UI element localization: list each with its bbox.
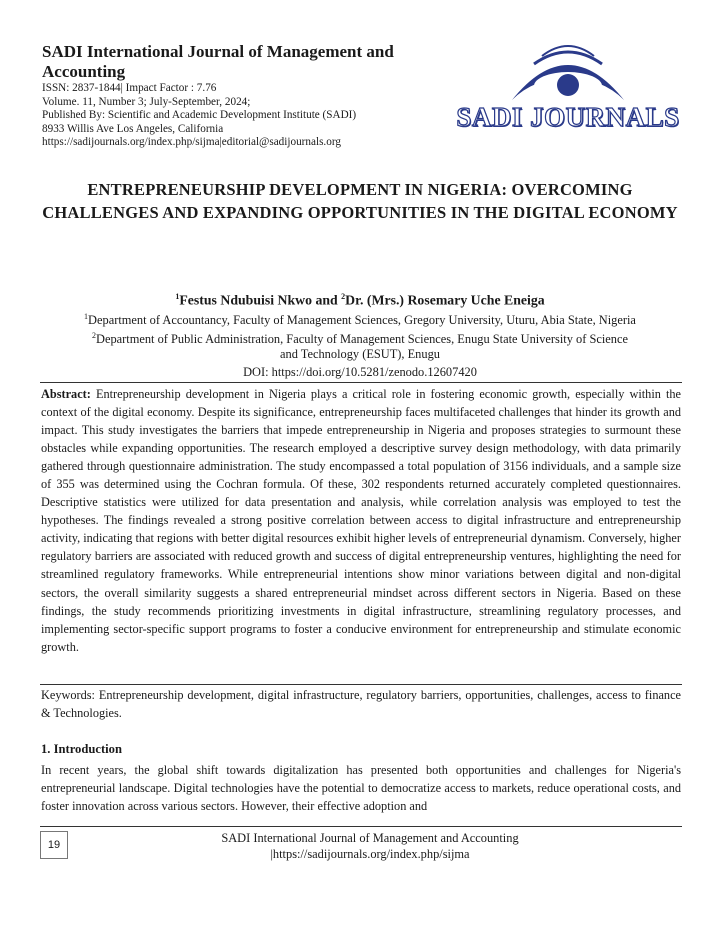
author1-superscript: 1 bbox=[175, 292, 180, 301]
journal-title: SADI International Journal of Management and Accounting bbox=[42, 42, 394, 81]
issn-line: ISSN: 2837-1844| Impact Factor : 7.76 bbox=[42, 82, 217, 94]
publisher-line: Published By: Scientific and Academic Development Institute (SADI) bbox=[42, 109, 357, 122]
page-number: 19 bbox=[40, 831, 68, 859]
abstract bbox=[41, 385, 681, 656]
affiliation-1 bbox=[40, 308, 680, 329]
abstract-bottom-rule bbox=[40, 684, 682, 685]
abstract-text: Entrepreneurship development in Nigeria plays a critical role in fostering economic growth, especially within the context of the digital economy. Despite its significance, entrepreneurship faces multifaceted challenges that hinder its growth and impact. This study investigates the barriers that impede entrepreneurship in Nigeria and proposes strategies to surmount these obstacles while expanding opportunities. The research employed a descriptive survey design methodology, with data primarily gathered through questionnaire administration. The study encompassed a total population of 3156 individuals, and a sample size of 355 was determined using the Cochran formula. Of these, 302 respondents returned accurately completed questionnaires. Descriptive statistics were utilized for data presentation and analysis, while correlation analysis was employed to test the hypotheses. The findings revealed a strong positive correlation between access to digital infrastructure and entrepreneurship activity, indicating that regions with better digital resources exhibit higher levels of entrepreneurial dynamism. Conversely, higher regulatory barriers are associated with reduced growth and success of digital entrepreneurship ventures, highlighting the need for streamlined regulatory frameworks. While entrepreneurial intentions show minor variations between digital and non-digital sectors, the overall similarity suggests a shared entrepreneurial mindset across different sectors in Nigeria. Based on these findings, the study recommends prioritizing investments in digital infrastructure, streamlining regulatory processes, and implementing sector-specific support programs to foster a conducive environment for entrepreneurship and stimulate economic growth. bbox=[41, 387, 681, 654]
footer-rule bbox=[40, 826, 682, 827]
volume-line: Volume. 11, Number 3; July-September, 2024; bbox=[42, 95, 251, 108]
author2-name: Dr. (Mrs.) Rosemary Uche Eneiga bbox=[345, 292, 545, 308]
abstract-top-rule bbox=[40, 382, 682, 383]
affiliation-1-superscript: 1 bbox=[84, 312, 89, 321]
author1-name: Festus Ndubuisi Nkwo and bbox=[179, 292, 342, 308]
keywords: Keywords: Entrepreneurship development, digital infrastructure, regulatory barriers, opportunities, challenges, access to finance & Technologies. bbox=[41, 688, 681, 720]
affiliation-2-superscript: 2 bbox=[92, 331, 96, 340]
footer-journal-name: SADI International Journal of Management and Accounting bbox=[221, 831, 519, 845]
footer-text bbox=[150, 830, 590, 862]
author-line bbox=[40, 288, 680, 310]
eye-logo-icon bbox=[452, 38, 684, 108]
introduction-text: In recent years, the global shift towards digitalization has presented both opportunities and challenges for Nigeria's entrepreneurial landscape. Digital technologies have the potential to democratize access to markets, reduce operational costs, and foster innovation across various sectors. However, their effective adoption and bbox=[41, 763, 681, 814]
journal-url-line: https://sadijournals.org/index.php/sijma|editorial@sadijournals.org bbox=[42, 136, 341, 149]
affiliation-1-text: Department of Accountancy, Faculty of Management Sciences, Gregory University, Uturu, Abia State, Nigeria bbox=[88, 313, 636, 328]
abstract-label: Abstract: bbox=[41, 387, 91, 401]
footer-url[interactable]: |https://sadijournals.org/index.php/sijma bbox=[270, 847, 470, 861]
address-line: 8933 Willis Ave Los Angeles, California bbox=[42, 122, 224, 135]
logo-text: SADI JOURNALS bbox=[456, 102, 680, 132]
affiliation-2-text: Department of Public Administration, Faculty of Management Sciences, Enugu State University of Science bbox=[96, 332, 628, 347]
section-heading-introduction: 1. Introduction bbox=[41, 742, 122, 756]
journal-header bbox=[42, 42, 462, 150]
doi-link[interactable]: DOI: https://doi.org/10.5281/zenodo.12607420 bbox=[243, 365, 477, 379]
affiliation-2-continued: and Technology (ESUT), Enugu bbox=[280, 347, 440, 361]
sadi-journals-logo bbox=[452, 38, 684, 148]
paper-title: ENTREPRENEURSHIP DEVELOPMENT IN NIGERIA: OVERCOMING CHALLENGES AND EXPANDING OPPORTUNITIES IN THE DIGITAL ECONOMY bbox=[42, 180, 678, 222]
author2-superscript: 2 bbox=[341, 292, 346, 301]
